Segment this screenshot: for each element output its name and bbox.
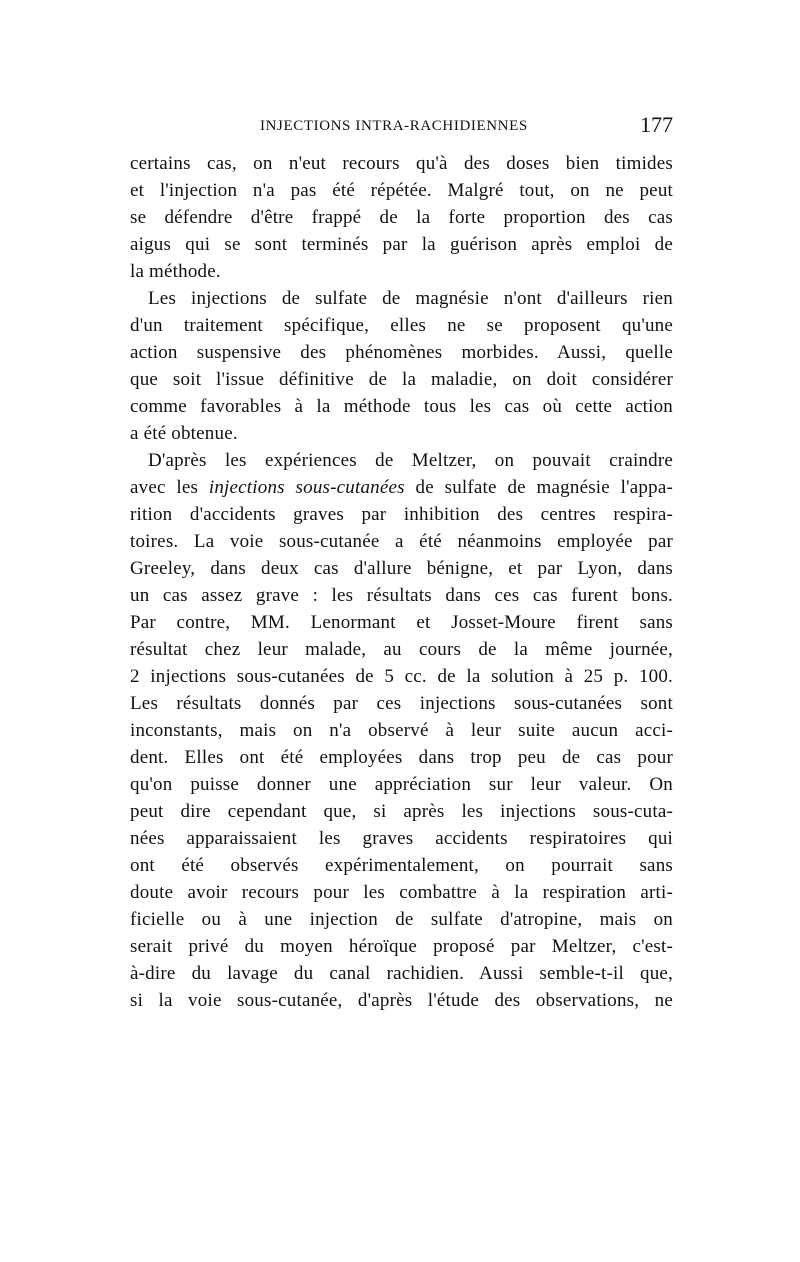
text-line: Les injections de sulfate de magnésie n'ont d'ailleurs rien	[148, 288, 673, 309]
text-line: a été obtenue.	[130, 423, 238, 444]
text-line: la méthode.	[130, 261, 221, 282]
text-fragment: avec les	[130, 477, 199, 498]
text-line: Les résultats donnés par ces injections sous-cutanées sont	[130, 693, 673, 714]
text-line: comme favorables à la méthode tous les cas où cette action	[130, 396, 673, 417]
text-line: action suspensive des phénomènes morbides. Aussi, quelle	[130, 342, 673, 363]
text-line: aigus qui se sont terminés par la guérison après emploi de	[130, 234, 673, 255]
text-line: d'un traitement spécifique, elles ne se proposent qu'une	[130, 315, 673, 336]
text-line-with-italic	[130, 474, 673, 501]
text-line: doute avoir recours pour les combattre à la respiration arti-	[130, 882, 673, 903]
text-line: dent. Elles ont été employées dans trop peu de cas pour	[130, 747, 673, 768]
text-line: rition d'accidents graves par inhibition des centres respira-	[130, 504, 673, 525]
text-line: un cas assez grave : les résultats dans ces cas furent bons.	[130, 585, 673, 606]
text-line: certains cas, on n'eut recours qu'à des doses bien timides	[130, 153, 673, 174]
body-text	[130, 150, 673, 1014]
text-line: serait privé du moyen héroïque proposé par Meltzer, c'est-	[130, 936, 673, 957]
text-line: à-dire du lavage du canal rachidien. Aussi semble-t-il que,	[130, 963, 673, 984]
italic-phrase: injections sous-cutanées	[208, 477, 405, 498]
page-header	[130, 112, 673, 140]
text-line: ont été observés expérimentalement, on pourrait sans	[130, 855, 673, 876]
text-line: que soit l'issue définitive de la maladie, on doit considérer	[130, 369, 673, 390]
text-line: 2 injections sous-cutanées de 5 cc. de la solution à 25 p. 100.	[130, 666, 673, 687]
text-line: Par contre, MM. Lenormant et Josset-Moure firent sans	[130, 612, 673, 633]
text-line: qu'on puisse donner une appréciation sur leur valeur. On	[130, 774, 673, 795]
text-line: D'après les expériences de Meltzer, on pouvait craindre	[148, 450, 673, 471]
text-line: inconstants, mais on n'a observé à leur suite aucun acci-	[130, 720, 673, 741]
text-line: ficielle ou à une injection de sulfate d'atropine, mais on	[130, 909, 673, 930]
text-fragment: de sulfate de magnésie l'appa-	[415, 477, 673, 498]
page-number: 177	[640, 112, 673, 137]
text-line: résultat chez leur malade, au cours de la même journée,	[130, 639, 673, 660]
text-line: toires. La voie sous-cutanée a été néanmoins employée par	[130, 531, 673, 552]
text-line: nées apparaissaient les graves accidents respiratoires qui	[130, 828, 673, 849]
text-line: et l'injection n'a pas été répétée. Malgré tout, on ne peut	[130, 180, 673, 201]
running-head: INJECTIONS INTRA-RACHIDIENNES	[260, 118, 528, 134]
text-line: se défendre d'être frappé de la forte proportion des cas	[130, 207, 673, 228]
text-line: si la voie sous-cutanée, d'après l'étude des observations, ne	[130, 990, 673, 1011]
text-line: peut dire cependant que, si après les injections sous-cuta-	[130, 801, 673, 822]
text-line: Greeley, dans deux cas d'allure bénigne, et par Lyon, dans	[130, 558, 673, 579]
